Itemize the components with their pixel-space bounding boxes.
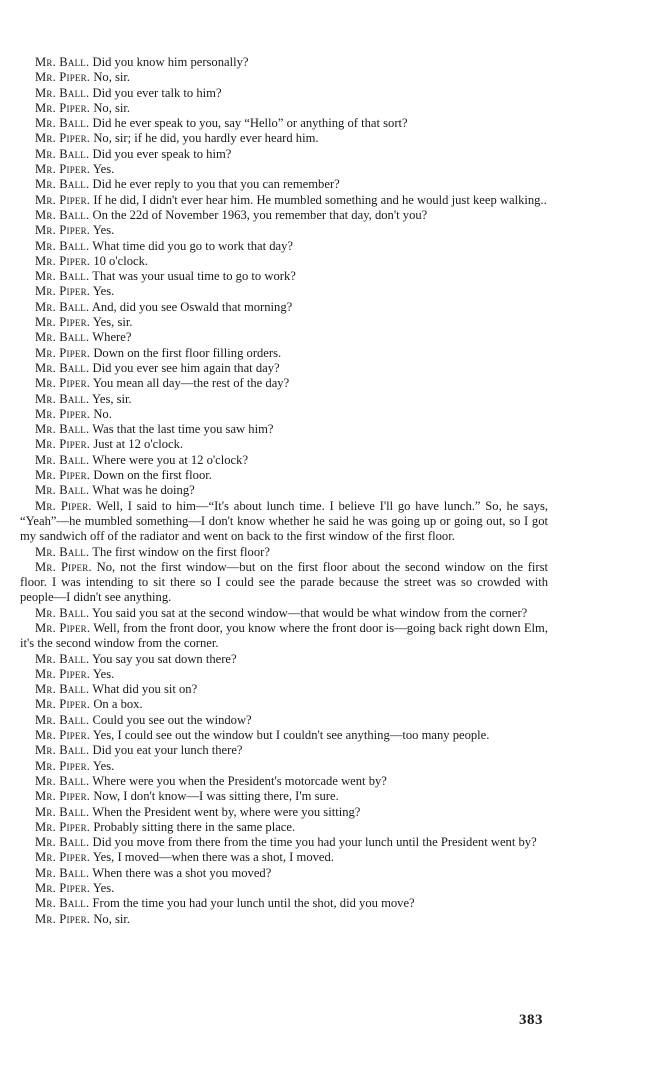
speaker-name: Mr. Piper. [35,162,91,177]
testimony-paragraph [20,346,548,361]
speech-text: Yes. [92,758,115,773]
speech-text: Did you know him personally? [92,55,249,69]
speaker-name: Mr. Piper. [35,559,92,574]
speech-text: Now, I don't know—I was sitting there, I'm sure. [93,789,339,804]
testimony-paragraph [20,70,548,85]
testimony-paragraph [20,300,548,315]
speaker-name: Mr. Piper. [35,284,91,299]
testimony-paragraph [20,208,548,223]
testimony-paragraph [20,606,548,621]
speech-text: If he did, I didn't ever hear him. He mumbled something and he would just keep walking.. [93,192,547,207]
testimony-paragraph [20,407,548,422]
speech-text: No, sir. [93,70,131,85]
testimony-paragraph [20,912,548,927]
speaker-name: Mr. Piper. [35,468,91,483]
testimony-paragraph [20,697,548,712]
testimony-paragraph [20,483,548,498]
testimony-paragraph [20,223,548,238]
speech-text: When the President went by, where were you sitting? [92,804,361,819]
speaker-name: Mr. Piper. [35,223,91,238]
speaker-name: Mr. Ball. [35,452,90,467]
speaker-name: Mr. Piper. [35,666,91,681]
speech-text: From the time you had your lunch until the shot, did you move? [92,896,415,911]
speech-text: Probably sitting there in the same place. [93,819,296,834]
speech-text: You said you sat at the second window—that would be what window from the corner? [92,605,528,620]
speech-text: Well, from the front door, you know where the front door is—going back right down Elm, it's the second window from the corner. [20,620,548,651]
speech-text: Was that the last time you saw him? [92,422,274,437]
testimony-paragraph [20,850,548,865]
speech-text: That was your usual time to go to work? [92,269,296,284]
speaker-name: Mr. Piper. [35,315,91,330]
speech-text: On the 22d of November 1963, you remember that day, don't you? [92,207,428,222]
speaker-name: Mr. Ball. [35,269,90,284]
speech-text: What was he doing? [92,483,195,498]
speaker-name: Mr. Ball. [35,360,90,375]
speaker-name: Mr. Piper. [35,498,92,513]
testimony-paragraph [20,743,548,758]
speaker-name: Mr. Ball. [35,391,90,406]
testimony-paragraph [20,86,548,101]
speech-text: Did you move from there from the time you had your lunch until the President went by? [92,835,537,850]
testimony-paragraph [20,330,548,345]
testimony-paragraph [20,437,548,452]
speaker-name: Mr. Piper. [35,70,91,85]
speech-text: Well, I said to him—“It's about lunch time. I believe I'll go have lunch.” So, he says, “Yeah”—he mumbled something—I don't know whether he said he was going up or going out, so I got my sandwich off of the radiator and went on back to the first window of the first floor. [20,498,548,544]
speaker-name: Mr. Ball. [35,146,90,161]
speech-text: Yes, I could see out the window but I couldn't see anything—too many people. [92,728,490,743]
speaker-name: Mr. Piper. [35,850,91,865]
speaker-name: Mr. Ball. [35,896,90,911]
speech-text: Down on the first floor. [93,468,212,483]
speaker-name: Mr. Piper. [35,789,91,804]
testimony-paragraph [20,667,548,682]
speaker-name: Mr. Piper. [35,376,91,391]
testimony-paragraph [20,621,548,652]
speech-text: You say you sat down there? [92,651,237,666]
speech-text: Did he ever reply to you that you can remember? [92,177,340,192]
testimony-paragraph [20,254,548,269]
speaker-name: Mr. Piper. [35,911,91,926]
testimony-paragraph [20,361,548,376]
speaker-name: Mr. Piper. [35,406,91,421]
speaker-name: Mr. Piper. [35,192,91,207]
testimony-paragraph [20,55,548,70]
testimony-paragraph [20,713,548,728]
testimony-paragraph [20,315,548,330]
speech-text: And, did you see Oswald that morning? [91,299,293,314]
speaker-name: Mr. Ball. [35,651,90,666]
testimony-paragraph [20,881,548,896]
testimony-paragraph [20,392,548,407]
speech-text: Did you ever talk to him? [92,85,222,100]
speaker-name: Mr. Piper. [35,437,91,452]
speech-text: Down on the first floor filling orders. [93,345,282,360]
testimony-paragraph [20,835,548,850]
speech-text: Where were you when the President's motorcade went by? [92,773,387,788]
testimony-transcript [20,55,548,927]
speaker-name: Mr. Ball. [35,682,90,697]
speaker-name: Mr. Ball. [35,483,90,498]
testimony-paragraph [20,789,548,804]
speaker-name: Mr. Piper. [35,697,91,712]
testimony-paragraph [20,896,548,911]
speech-text: Yes. [92,162,115,177]
speech-text: What did you sit on? [92,682,198,697]
testimony-paragraph [20,499,548,545]
testimony-paragraph [20,101,548,116]
speaker-name: Mr. Piper. [35,819,91,834]
speaker-name: Mr. Ball. [35,85,90,100]
testimony-paragraph [20,269,548,284]
testimony-paragraph [20,468,548,483]
speaker-name: Mr. Ball. [35,835,90,850]
speaker-name: Mr. Piper. [35,728,91,743]
speech-text: Did you ever speak to him? [92,146,232,161]
speaker-name: Mr. Ball. [35,207,90,222]
speaker-name: Mr. Piper. [35,620,91,635]
testimony-paragraph [20,177,548,192]
speech-text: No. [93,406,112,421]
speaker-name: Mr. Ball. [35,299,90,314]
speaker-name: Mr. Ball. [35,330,90,345]
speech-text: No, sir. [93,100,131,115]
speech-text: The first window on the first floor? [92,544,270,559]
speech-text: Where were you at 12 o'clock? [92,452,249,467]
speech-text: Yes. [92,666,115,681]
speaker-name: Mr. Ball. [35,177,90,192]
testimony-paragraph [20,805,548,820]
speech-text: You mean all day—the rest of the day? [92,376,290,391]
speech-text: No, not the first window—but on the first floor about the second window on the first floor. I was intending to sit there so I could see the parade because the street was so crowded with people—I didn't see anything. [20,559,548,605]
speech-text: Yes. [92,223,115,238]
testimony-paragraph [20,682,548,697]
testimony-paragraph [20,116,548,131]
speech-text: Could you see out the window? [92,712,252,727]
speaker-name: Mr. Ball. [35,544,90,559]
testimony-paragraph [20,131,548,146]
testimony-paragraph [20,193,548,208]
speech-text: Yes, sir. [92,315,133,330]
speech-text: Yes. [92,284,115,299]
speech-text: Did you eat your lunch there? [92,743,243,758]
testimony-paragraph [20,284,548,299]
testimony-paragraph [20,774,548,789]
speech-text: Did you ever see him again that day? [92,360,280,375]
speaker-name: Mr. Piper. [35,758,91,773]
testimony-paragraph [20,376,548,391]
testimony-paragraph [20,147,548,162]
speech-text: On a box. [93,697,143,712]
speaker-name: Mr. Ball. [35,238,90,253]
speaker-name: Mr. Piper. [35,345,91,360]
speaker-name: Mr. Piper. [35,253,91,268]
speaker-name: Mr. Piper. [35,100,91,115]
speech-text: 10 o'clock. [93,253,149,268]
speech-text: Just at 12 o'clock. [93,437,184,452]
speech-text: Did he ever speak to you, say “Hello” or anything of that sort? [92,116,408,131]
speech-text: Where? [92,330,132,345]
testimony-paragraph [20,866,548,881]
speech-text: What time did you go to work that day? [92,238,294,253]
speaker-name: Mr. Ball. [35,712,90,727]
speaker-name: Mr. Piper. [35,131,91,146]
speech-text: Yes, I moved—when there was a shot, I moved. [92,850,334,865]
speech-text: No, sir; if he did, you hardly ever heard him. [93,131,319,146]
speaker-name: Mr. Ball. [35,743,90,758]
testimony-paragraph [20,453,548,468]
testimony-paragraph [20,239,548,254]
speaker-name: Mr. Ball. [35,55,90,69]
speaker-name: Mr. Ball. [35,422,90,437]
speaker-name: Mr. Piper. [35,881,91,896]
speaker-name: Mr. Ball. [35,773,90,788]
testimony-paragraph [20,545,548,560]
speech-text: Yes. [92,881,115,896]
testimony-paragraph [20,162,548,177]
testimony-paragraph [20,728,548,743]
testimony-paragraph [20,759,548,774]
speaker-name: Mr. Ball. [35,116,90,131]
speaker-name: Mr. Ball. [35,605,90,620]
speech-text: Yes, sir. [92,391,132,406]
testimony-paragraph [20,560,548,606]
testimony-paragraph [20,422,548,437]
page-number: 383 [519,1012,543,1028]
speaker-name: Mr. Ball. [35,865,90,880]
speech-text: When there was a shot you moved? [92,865,272,880]
testimony-paragraph [20,820,548,835]
testimony-paragraph [20,652,548,667]
speech-text: No, sir. [93,911,131,926]
speaker-name: Mr. Ball. [35,804,90,819]
